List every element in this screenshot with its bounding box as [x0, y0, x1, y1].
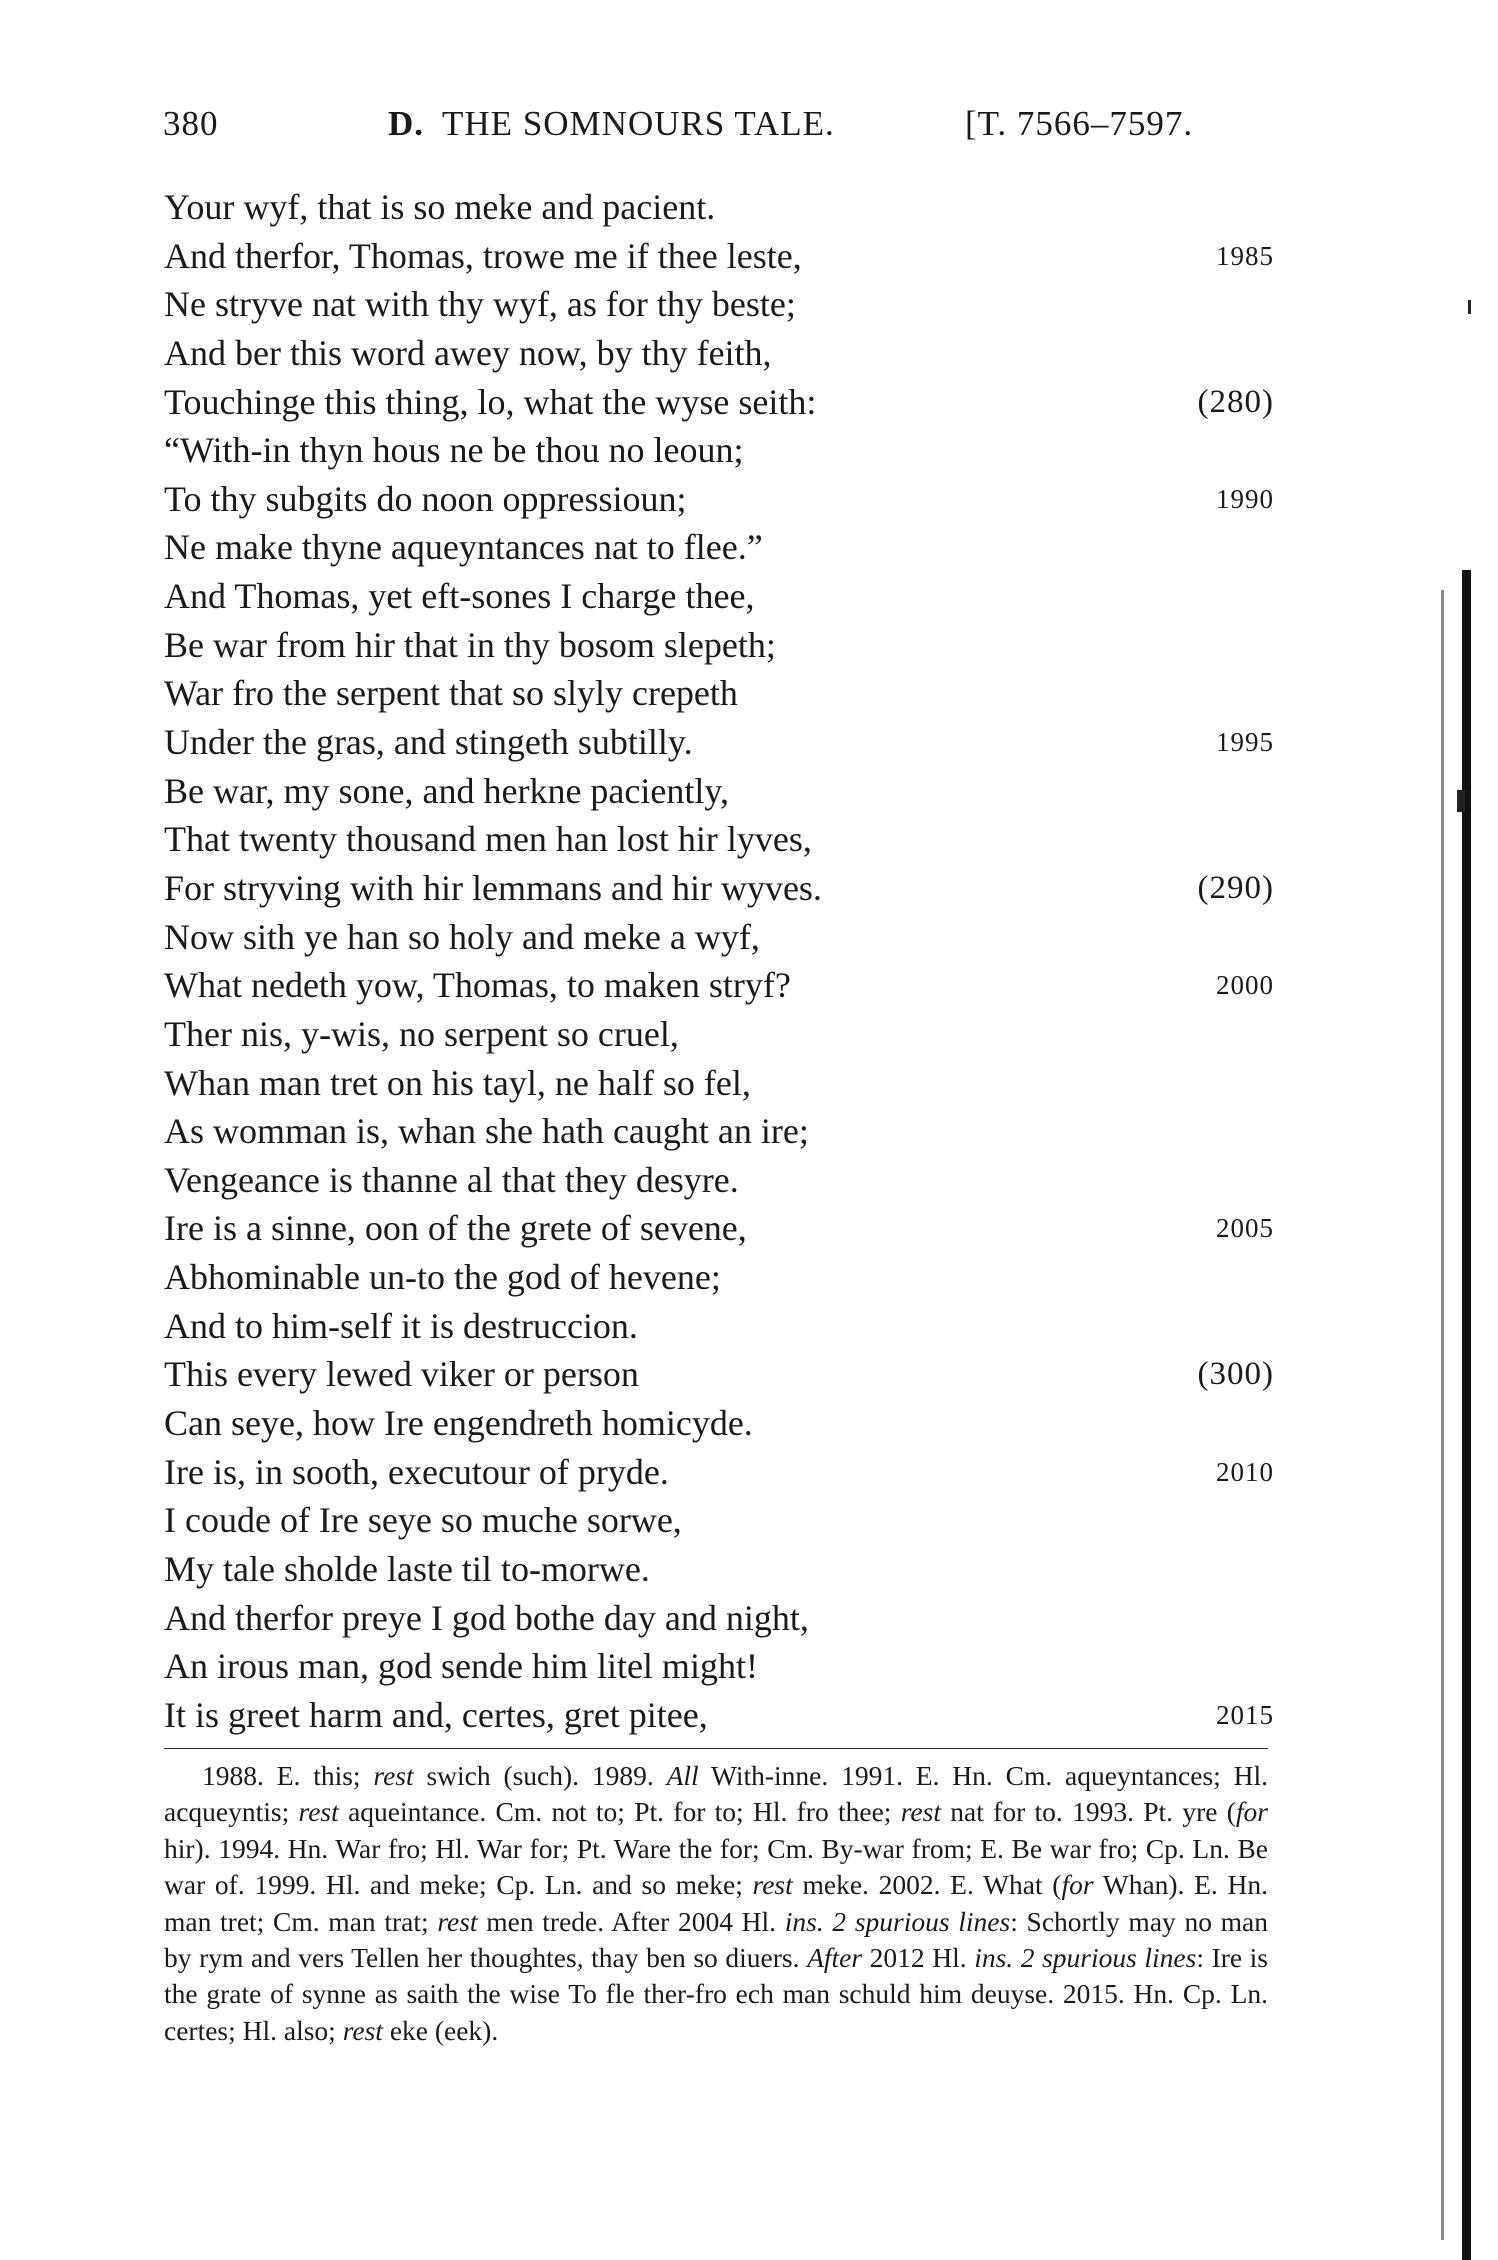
verse-text: What nedeth yow, Thomas, to maken stryf? — [164, 965, 791, 1006]
line-number: (300) — [1197, 1356, 1274, 1393]
verse-text: I coude of Ire seye so muche sorwe, — [164, 1500, 682, 1541]
verse-text: Ire is a sinne, oon of the grete of sevene, — [164, 1208, 747, 1249]
line-number: 2005 — [1216, 1213, 1274, 1244]
verse-text: Be war, my sone, and herkne paciently, — [164, 770, 730, 811]
verse-text: To thy subgits do noon oppressioun; — [164, 478, 687, 519]
page-title — [388, 104, 835, 144]
footnote-text: nat for to. 1993. Pt. yre ( — [940, 1796, 1236, 1828]
line-number: 1990 — [1216, 483, 1274, 514]
verse-text: An irous man, god sende him litel might! — [164, 1646, 758, 1687]
footnote-text: aqueintance. Cm. not to; Pt. for to; Hl. fro thee; — [338, 1796, 901, 1828]
page-edge-line — [1441, 590, 1444, 2240]
verse-text: Abhominable un-to the god of hevene; — [164, 1257, 721, 1298]
verse-line — [164, 621, 1274, 670]
verse-text: That twenty thousand men han lost hir lyves, — [164, 819, 812, 860]
footnote-italic: ins. 2 spurious lines — [784, 1905, 1011, 1937]
footnote-text: : Schortly may no man by rym and vers Tellen her thoughtes, thay ben so diuers. — [164, 1905, 1268, 1974]
verse-line — [164, 1204, 1274, 1253]
footnote-text: men trede. After 2004 Hl. — [477, 1905, 785, 1937]
line-number: 2010 — [1216, 1456, 1274, 1487]
footnote-text: : Ire is the grate of synne as saith the wise To fle ther-fro ech man schuld him deuyse. 2015. Hn. Cp. Ln. certes; Hl. also; — [164, 1942, 1269, 2046]
verse-text: And therfor, Thomas, trowe me if thee leste, — [164, 235, 802, 276]
line-number: 2000 — [1216, 970, 1274, 1001]
verse-line — [164, 280, 1274, 329]
verse-line — [164, 767, 1274, 816]
verse-line — [164, 718, 1274, 767]
verse-line — [164, 572, 1274, 621]
verse-text: Whan man tret on his tayl, ne half so fel, — [164, 1062, 751, 1103]
verse-line — [164, 426, 1274, 475]
verse-text: Be war from hir that in thy bosom slepeth; — [164, 624, 776, 665]
verse-line — [164, 1253, 1274, 1302]
footnote-italic: rest — [900, 1796, 941, 1828]
verse-line — [164, 1107, 1274, 1156]
section-letter: D. — [388, 104, 425, 143]
verse-text: Under the gras, and stingeth subtilly. — [164, 722, 693, 763]
page-number: 380 — [163, 104, 219, 143]
footnote-text: meke. 2002. E. What ( — [792, 1869, 1062, 1901]
footnotes — [164, 1758, 1268, 2049]
verse-text: War fro the serpent that so slyly crepeth — [164, 673, 738, 714]
verse-text: Your wyf, that is so meke and pacient. — [164, 187, 716, 227]
running-header — [163, 104, 1263, 154]
footnote-italic: rest — [437, 1905, 478, 1937]
footnote-text: 2012 Hl. — [862, 1942, 975, 1974]
verse-line — [164, 1302, 1274, 1351]
verse-line — [164, 1448, 1274, 1497]
footnote-italic: for — [1061, 1869, 1094, 1901]
verse-text: This every lewed viker or person — [164, 1354, 639, 1395]
verse-text: Can seye, how Ire engendreth homicyde. — [164, 1403, 753, 1444]
verse-text: My tale sholde laste til to-morwe. — [164, 1548, 650, 1589]
footnote-italic: All — [666, 1760, 699, 1791]
verse-text: Ire is, in sooth, executour of pryde. — [164, 1451, 669, 1492]
verse-line — [164, 1350, 1274, 1399]
verse-line — [164, 815, 1274, 864]
verse-text: Now sith ye han so holy and meke a wyf, — [164, 916, 760, 957]
footnote-italic: rest — [342, 2014, 383, 2046]
verse-line — [164, 475, 1274, 524]
verse-text: Vengeance is thanne al that they desyre. — [164, 1159, 739, 1200]
footnote-italic: After — [807, 1942, 863, 1974]
verse-text: And to him-self it is destruccion. — [164, 1305, 638, 1346]
footnote-italic: for — [1235, 1796, 1268, 1828]
footnote-italic: rest — [298, 1796, 339, 1828]
verse-block — [164, 183, 1274, 1740]
verse-text: Ne make thyne aqueyntances nat to flee.” — [164, 527, 763, 568]
verse-line — [164, 1642, 1274, 1691]
verse-text: And therfor preye I god bothe day and night, — [164, 1597, 809, 1638]
footnote-text: swich (such). 1989. — [413, 1760, 667, 1791]
verse-text: As womman is, whan she hath caught an ire; — [164, 1111, 809, 1152]
verse-line — [164, 1691, 1274, 1740]
verse-line — [164, 913, 1274, 962]
verse-line — [164, 1156, 1274, 1205]
verse-line — [164, 1496, 1274, 1545]
verse-line — [164, 232, 1274, 281]
verse-line — [164, 378, 1274, 427]
line-number: (280) — [1197, 383, 1274, 420]
verse-text: And ber this word awey now, by thy feith, — [164, 332, 772, 373]
scan-speck — [1457, 790, 1465, 812]
verse-line — [164, 1594, 1274, 1643]
line-range: [T. 7566–7597. — [965, 104, 1194, 143]
line-number: 1995 — [1216, 727, 1274, 758]
verse-text: It is greet harm and, certes, gret pitee, — [164, 1694, 708, 1735]
verse-text: And Thomas, yet eft-sones I charge thee, — [164, 576, 755, 617]
verse-line — [164, 1545, 1274, 1594]
verse-line — [164, 1059, 1274, 1108]
verse-text: For stryving with hir lemmans and hir wyves. — [164, 867, 822, 908]
line-number: 2015 — [1216, 1699, 1274, 1730]
footnote-text: eke (eek). — [382, 2014, 499, 2046]
scan-speck — [1468, 300, 1471, 314]
line-number: (290) — [1197, 869, 1274, 906]
verse-line — [164, 523, 1274, 572]
line-number: 1985 — [1216, 240, 1274, 271]
verse-text: Touchinge this thing, lo, what the wyse seith: — [164, 381, 817, 422]
verse-line — [164, 183, 1274, 232]
footnote-text: With-inne. 1991. E. Hn. Cm. aqueyntances; Hl. acqueyntis; — [164, 1760, 1268, 1828]
verse-line — [164, 864, 1274, 913]
verse-line — [164, 1010, 1274, 1059]
footnote-text: hir). 1994. Hn. War fro; Hl. War for; Pt. Ware the for; Cm. By-war from; E. Be war fro; Cp. Ln. Be war of. 1999. Hl. and meke; Cp. Ln. and so meke; — [164, 1832, 1268, 1901]
footnote-italic: rest — [752, 1869, 793, 1901]
footnote-italic: ins. 2 spurious lines — [974, 1942, 1197, 1974]
verse-line — [164, 329, 1274, 378]
verse-line — [164, 961, 1274, 1010]
verse-text: Ther nis, y-wis, no serpent so cruel, — [164, 1013, 679, 1054]
verse-text: Ne stryve nat with thy wyf, as for thy beste; — [164, 284, 796, 325]
verse-line — [164, 669, 1274, 718]
footnote-rule — [164, 1748, 1268, 1749]
tale-title: THE SOMNOURS TALE. — [442, 104, 835, 143]
page-edge-shadow — [1462, 570, 1471, 2260]
footnote-text: Whan). E. Hn. man tret; Cm. man trat; — [164, 1869, 1268, 1937]
footnote-text: 1988. E. this; — [202, 1760, 374, 1791]
verse-line — [164, 1399, 1274, 1448]
footnote-italic: rest — [373, 1760, 414, 1791]
verse-text: “With-in thyn hous ne be thou no leoun; — [164, 430, 744, 471]
